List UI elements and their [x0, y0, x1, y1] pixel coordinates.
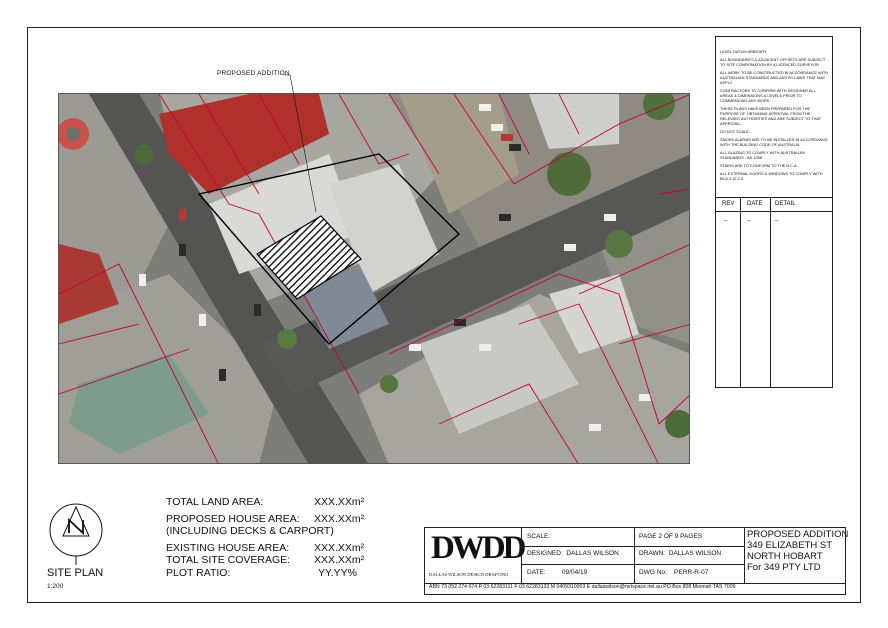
note-item: ALL GLAZING TO COMPLY WITH AUSTRALIAN STANDARDS - AS 1288: [720, 150, 805, 160]
project-line: PROPOSED ADDITION: [747, 529, 849, 540]
page-label: PAGE: [639, 533, 657, 540]
revision-table-row: [716, 215, 832, 225]
note-item: SMOKE ALARMS ARE TO BE INSTALLED IN ACCORDANCE WITH THE BUILDING CODE OF AUSTRALIA: [720, 137, 828, 147]
note-item: STAIRS ARE TO CONFORM TO THE B.C.A.: [720, 163, 798, 168]
designed-value: DALLAS WILSON: [566, 550, 619, 557]
designed-label: DESIGNED:: [527, 550, 563, 557]
detail-cell: –: [775, 218, 779, 224]
area-label: EXISTING HOUSE AREA:: [166, 541, 290, 554]
drawn-value: DALLAS WILSON: [668, 550, 722, 557]
site-plan-scale: 1:200: [47, 583, 64, 590]
revision-column-divider: [740, 197, 741, 387]
page-of-label: OF: [663, 533, 673, 540]
note-item: DO NOT SCALE.: [720, 129, 750, 134]
page-indicator: [639, 533, 702, 540]
project-line: For 349 PTY LTD: [747, 562, 821, 573]
drawing-date: [527, 569, 587, 576]
divider: [521, 564, 744, 565]
scale-label: SCALE:: [527, 533, 551, 540]
divider: [521, 546, 744, 547]
date-label: DATE:: [527, 569, 546, 576]
date-value: 09/04/19: [561, 569, 588, 576]
company-contact-footer: ABN 73 052 274 674 P 03 62283111 F 03 62283133 M 0409310003 E dallaswilson@netspace.net.au PO Box 808 Moonah TAS 7009: [429, 584, 736, 590]
north-arrow-icon: [46, 503, 106, 565]
note-item: CONTRACTORS TO CONFIRM WITH DESIGNER ALL AREAS & DIMENSIONS & LEVELS PRIOR TO COMMENCING ANY WORK.: [720, 88, 816, 103]
site-plan-title: SITE PLAN: [47, 567, 104, 579]
project-line: NORTH HOBART: [747, 551, 823, 562]
divider: [521, 528, 522, 583]
revision-column-divider: [770, 197, 771, 387]
date-column-header: DATE: [747, 201, 763, 207]
divider: [744, 528, 745, 583]
area-label: (INCLUDING DECKS & CARPORT): [166, 525, 334, 537]
rev-cell: –: [724, 218, 728, 224]
project-line: 349 ELIZABETH ST: [747, 540, 833, 551]
area-value: XXX.XXm²: [314, 496, 365, 508]
area-value: YY.YY%: [318, 566, 357, 579]
divider: [634, 528, 635, 583]
project-title: [747, 529, 848, 573]
note-item: ALL WORK TO BE CONSTRUCTED IN ACCORDANCE WITH AUSTRALIAN STANDARDS AND ANY BY-LAWS THAT MAY APPLY.: [720, 70, 829, 85]
area-label: TOTAL LAND AREA:: [166, 496, 264, 508]
area-label: PROPOSED HOUSE AREA:: [166, 512, 300, 525]
page-number: 2: [658, 533, 663, 540]
dwg-value: PERR-R-07: [674, 569, 709, 576]
area-value: XXX.XXm²: [314, 554, 365, 566]
area-label: TOTAL SITE COVERAGE:: [166, 554, 291, 566]
note-item: THESE PLANS HAVE BEEN PREPARED FOR THE PURPOSE OF OBTAINING APPROVAL FROM THE RELEVANT AUTHORITIES AND ARE SUBJECT TO THAT APPROVAL.: [720, 106, 822, 126]
drawn-by: [639, 550, 721, 557]
general-notes-panel: [715, 36, 833, 388]
rev-column-header: REV: [722, 201, 735, 207]
note-item: ALL BOUNDARIES & ADJACENT OFFSETS ARE SUBJECT TO SITE CONFIRMATION BY A LICENCED SURVEYOR: [720, 57, 826, 67]
dwg-label: DWG No:: [639, 569, 667, 576]
page-total: 9: [674, 533, 679, 540]
area-value: XXX.XXm²: [314, 541, 365, 554]
revision-table-header: [716, 197, 832, 212]
company-logo: [427, 530, 524, 582]
designed-by: [527, 550, 619, 557]
title-block: [424, 527, 849, 595]
area-value: XXX.XXm²: [314, 512, 365, 525]
general-notes-list: [716, 37, 832, 181]
note-item: ALL EXTERNAL DOORS & WINDOWS TO COMPLY WITH BCA 3.12.3.3: [720, 171, 823, 181]
logo-letters: DWDD: [431, 530, 524, 566]
pages-label: PAGES: [680, 533, 703, 540]
date-cell: –: [747, 218, 751, 224]
drawn-label: DRAWN:: [639, 550, 666, 557]
detail-column-header: DETAIL: [775, 201, 796, 207]
area-label: PLOT RATIO:: [166, 566, 231, 579]
drawing-number: [639, 569, 708, 576]
note-item: LEVEL DATUM ARBITARY.: [720, 49, 768, 54]
logo-caption: DALLAS WILSON DESIGN DRAFTING: [429, 572, 509, 577]
proposed-addition-callout: PROPOSED ADDITION: [217, 70, 290, 77]
